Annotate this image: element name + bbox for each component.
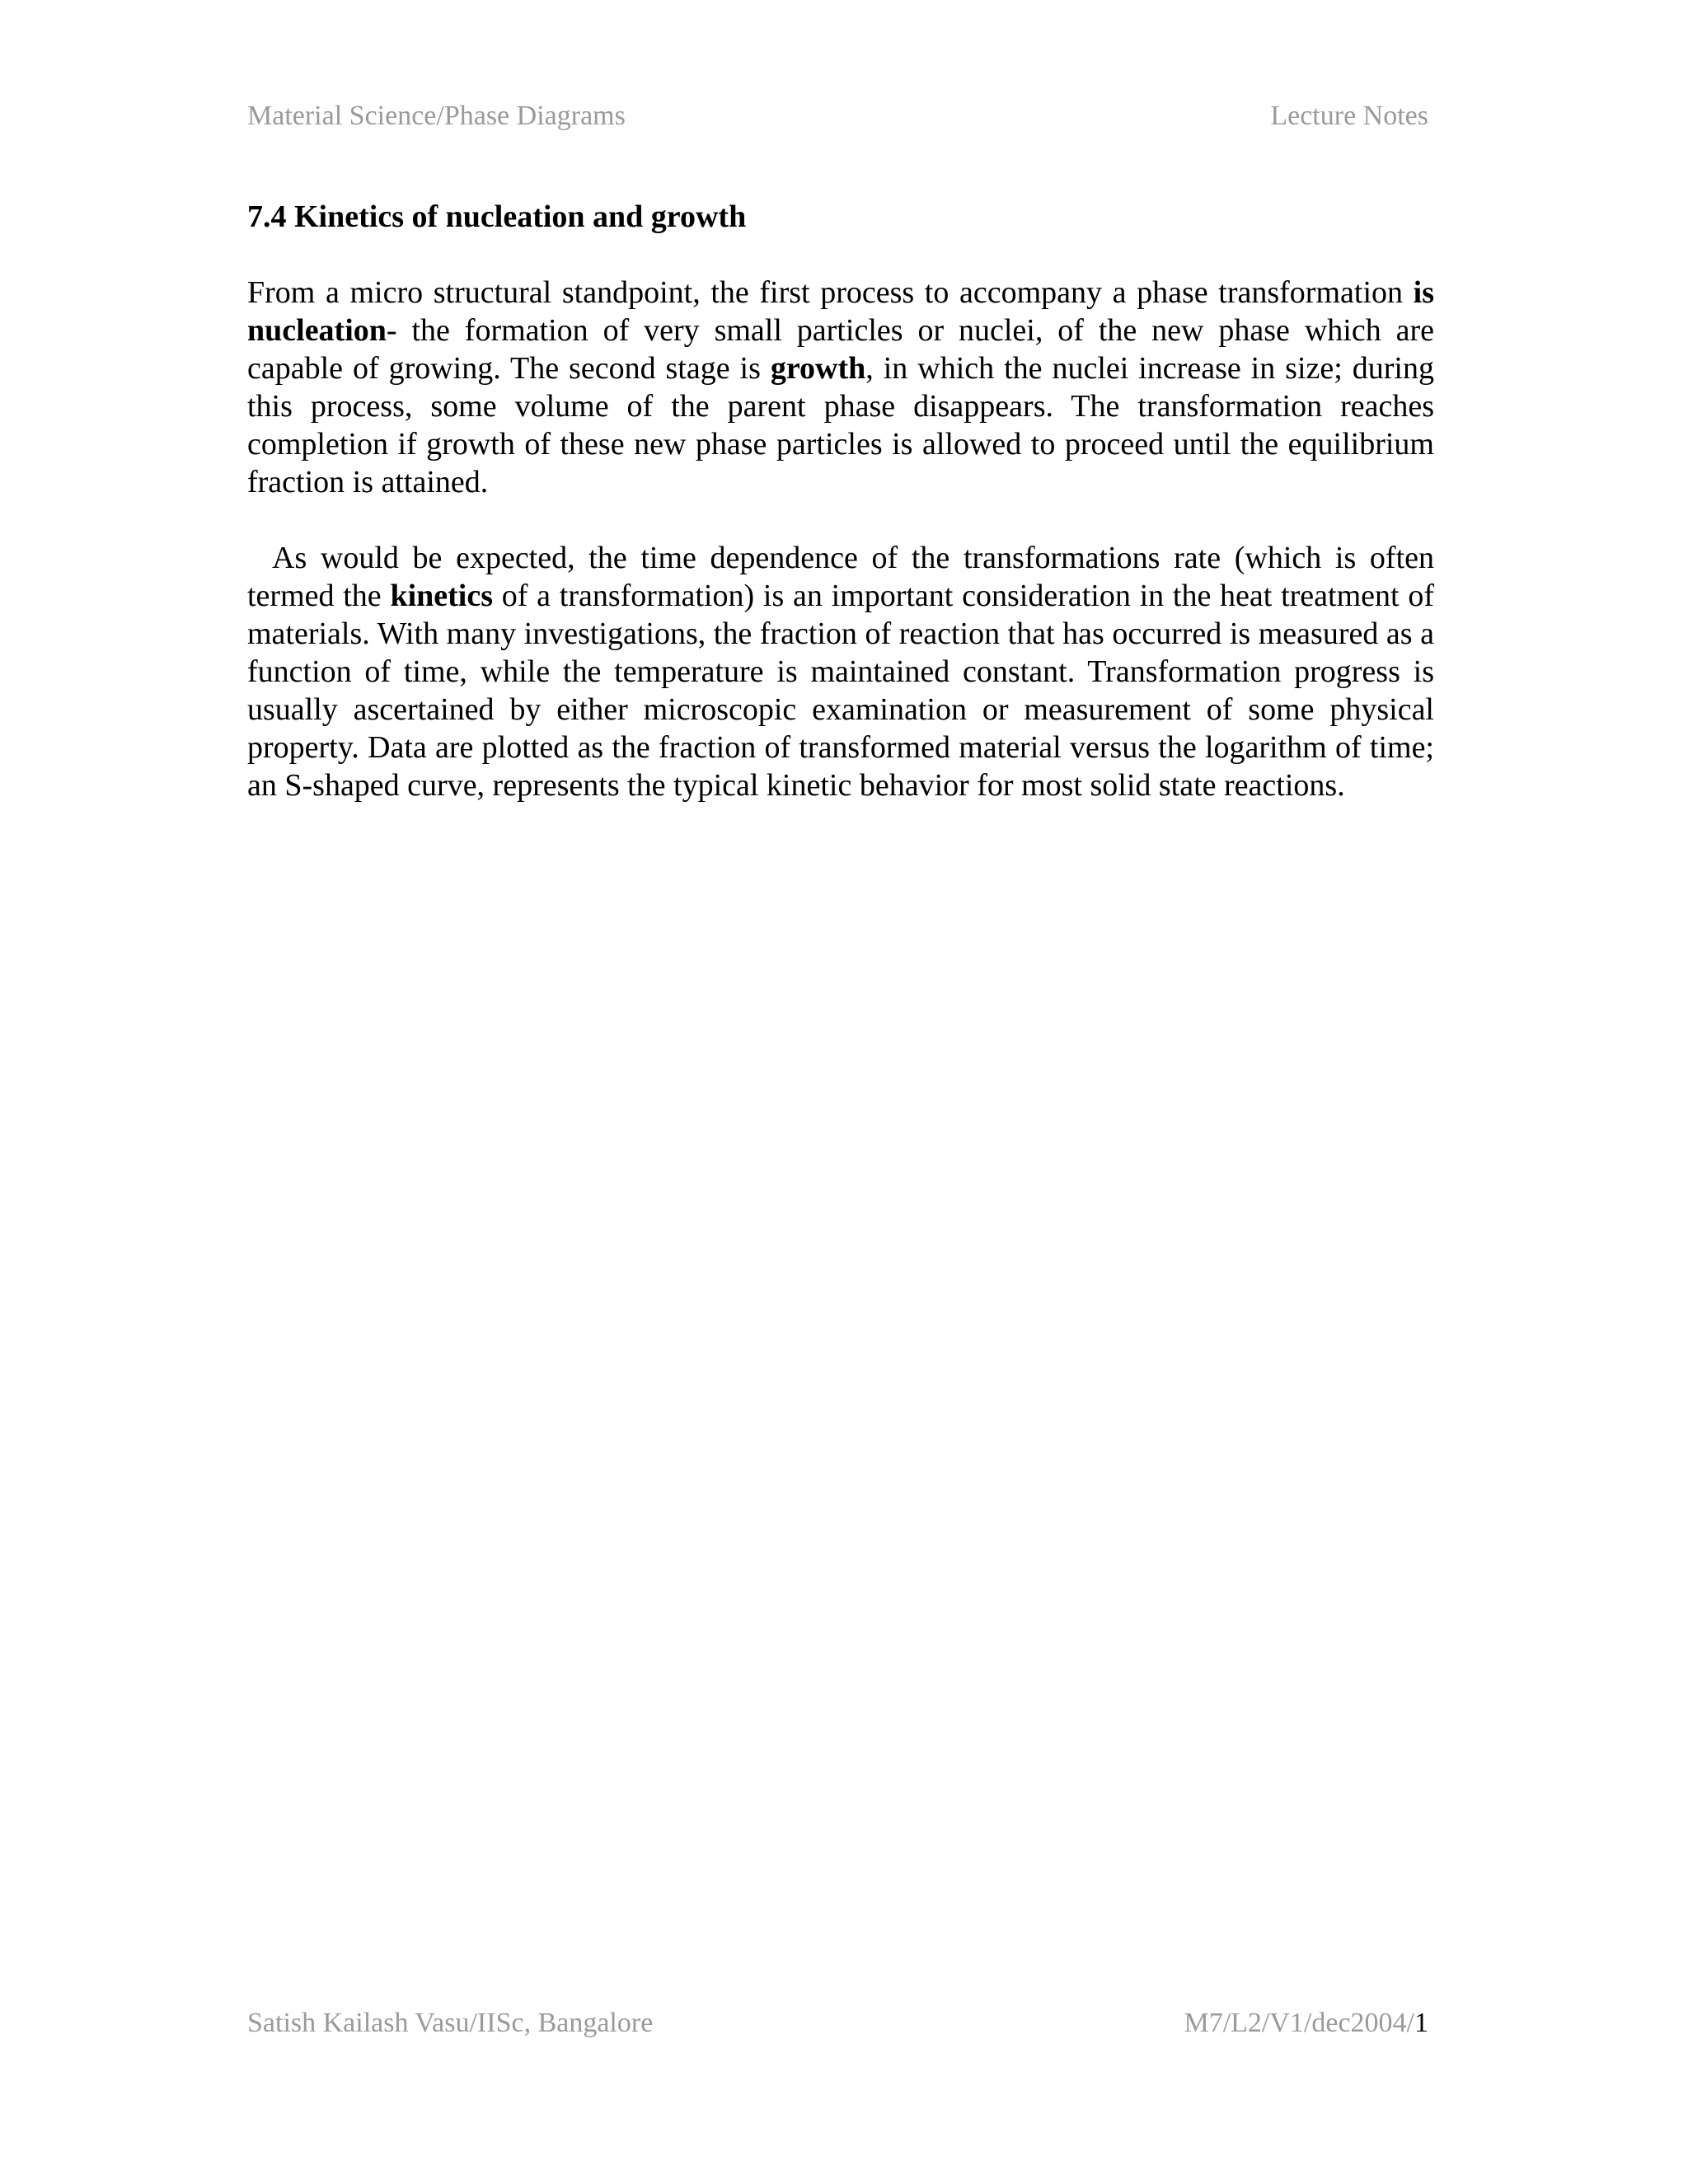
bold-term-nucleation: is nucleation — [247, 275, 1434, 348]
paragraph-text: From a micro structural standpoint, the first process to accompany a phase transformation — [247, 275, 1414, 310]
paragraph-text: , in which the nuclei increase in size; during this process, some volume of the parent phase disappears. The transformation reaches completion if growth of these new phase particles is allowed to proceed until the equilibrium fraction is attained. — [247, 351, 1434, 499]
running-header-right: Lecture Notes — [1270, 101, 1428, 131]
bold-term-kinetics: kinetics — [390, 579, 493, 613]
paragraph-nucleation-growth — [247, 274, 1434, 501]
running-footer-right — [1184, 2007, 1428, 2040]
paragraph-kinetics — [247, 539, 1434, 804]
bold-term-growth: growth — [770, 351, 866, 386]
running-footer-left: Satish Kailash Vasu/IISc, Bangalore — [247, 2008, 654, 2038]
section-heading: 7.4 Kinetics of nucleation and growth — [247, 199, 747, 234]
paragraph-text: As would be expected, the time dependence of the transformations rate (which is often termed the — [247, 541, 1434, 613]
paragraph-text: - the formation of very small particles or nuclei, of the new phase which are capable of growing. The second stage is — [247, 313, 1434, 386]
page-number: 1 — [1414, 2008, 1428, 2038]
paragraph-text: of a transformation) is an important consideration in the heat treatment of materials. With many investigations, the fraction of reaction that has occurred is measured as a function of time, while the temperature is maintained constant. Transformation progress is usually ascertained by either microscopic examination or measurement of some physical property. Data are plotted as the fraction of transformed material versus the logarithm of time; an S-shaped curve, represents the typical kinetic behavior for most solid state reactions. — [247, 579, 1434, 803]
main-content — [247, 198, 1434, 842]
document-code: M7/L2/V1/dec2004/ — [1184, 2008, 1414, 2038]
running-header-left: Material Science/Phase Diagrams — [247, 101, 626, 131]
